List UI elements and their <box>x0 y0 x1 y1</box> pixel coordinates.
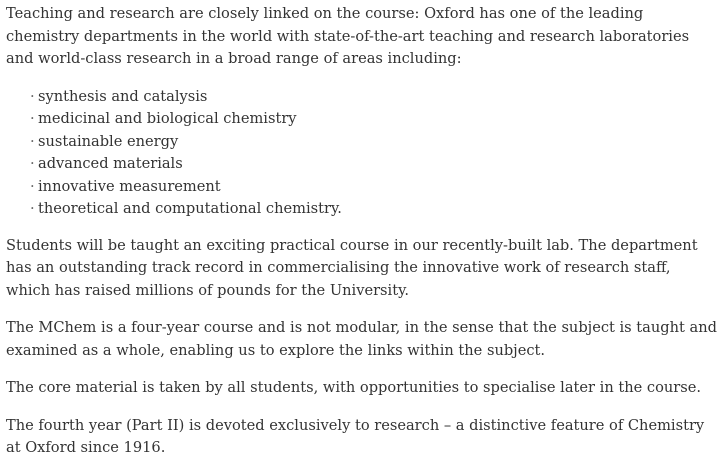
list-item <box>31 176 718 199</box>
practical-course-paragraph: Students will be taught an exciting practical course in our recently-built lab. The department has an outstanding track record in commercialising the innovative work of research staff, which has raised millions of pounds for the University. <box>6 236 698 299</box>
list-item-label: medicinal and biological chemistry <box>38 110 297 127</box>
list-item <box>31 131 718 154</box>
research-areas-list <box>6 86 718 221</box>
fourth-year-paragraph: The fourth year (Part II) is devoted exclusively to research – a distinctive feature of Chemistry at Oxford since 1916. <box>6 416 705 456</box>
list-item-label: advanced materials <box>38 155 183 172</box>
list-item <box>31 198 718 221</box>
core-material-paragraph: The core material is taken by all students, with opportunities to specialise later in the course. <box>6 379 701 396</box>
bullet-icon: · <box>30 87 35 105</box>
intro-paragraph: Teaching and research are closely linked on the course: Oxford has one of the leading chemistry departments in the world with state-of-the-art teaching and research laboratories and world-class research in a broad range of areas including: <box>6 5 690 67</box>
bullet-icon: · <box>30 155 35 172</box>
bullet-icon: · <box>30 110 35 127</box>
list-item-label: theoretical and computational chemistry. <box>38 200 342 217</box>
list-item-label: innovative measurement <box>38 177 221 195</box>
bullet-icon: · <box>30 200 35 217</box>
list-item <box>31 153 718 176</box>
list-item <box>31 108 718 131</box>
list-item-label: synthesis and catalysis <box>38 87 208 105</box>
mchem-paragraph: The MChem is a four-year course and is not modular, in the sense that the subject is taught and examined as a whole, enabling us to explore the links within the subject. <box>6 319 717 359</box>
list-item-label: sustainable energy <box>38 132 179 150</box>
list-item <box>31 86 718 109</box>
bullet-icon: · <box>30 132 35 150</box>
bullet-icon: · <box>30 177 35 195</box>
